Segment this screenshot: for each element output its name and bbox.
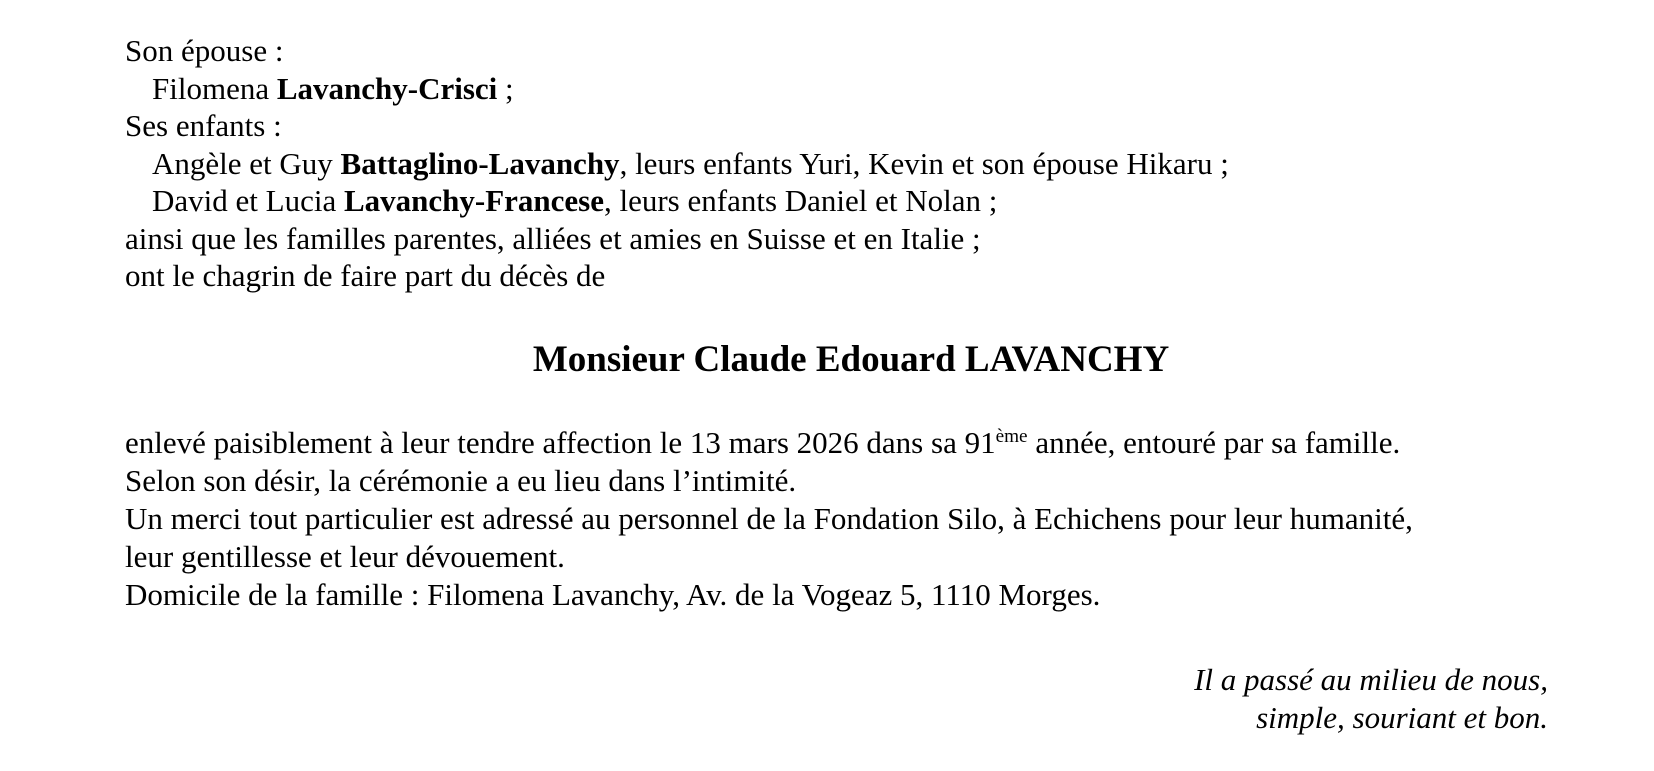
child1-surname: Battaglino-Lavanchy — [340, 145, 620, 181]
families-line: ainsi que les familles parentes, alliées et amies en Suisse et en Italie ; — [125, 220, 981, 256]
spouse-name-line — [125, 70, 1564, 108]
death-line — [125, 424, 1564, 462]
details-block — [125, 424, 1564, 614]
epitaph-line-2: simple, souriant et bon. — [1256, 700, 1548, 735]
announcement-line: ont le chagrin de faire part du décès de — [125, 258, 606, 293]
ceremony-line: Selon son désir, la cérémonie a eu lieu dans l’intimité. — [125, 463, 797, 498]
family-intro-block — [125, 32, 1564, 295]
spouse-name-pre: Filomena — [152, 70, 277, 106]
child1-post: , leurs enfants Yuri, Kevin et son épouse Hikaru ; — [619, 145, 1229, 181]
death-line-pre: enlevé paisiblement à leur tendre affection le 13 mars 2026 dans sa 91 — [125, 425, 996, 460]
children-label: Ses enfants : — [125, 108, 282, 143]
deceased-name-title: Monsieur Claude Edouard LAVANCHY — [532, 339, 1170, 380]
child2-post: , leurs enfants Daniel et Nolan ; — [603, 183, 998, 218]
thanks-line-1: Un merci tout particulier est adressé au personnel de la Fondation Silo, à Echichens pour leur humanité, — [125, 501, 1413, 536]
epitaph-block — [1194, 661, 1548, 737]
spouse-label: Son épouse : — [125, 33, 284, 68]
death-line-post: année, entouré par sa famille. — [1027, 425, 1401, 460]
family-address-line: Domicile de la famille : Filomena Lavanchy, Av. de la Vogeaz 5, 1110 Morges. — [125, 577, 1101, 612]
child1-line — [125, 145, 1564, 183]
epitaph-line-1: Il a passé au milieu de nous, — [1194, 662, 1548, 697]
spouse-name-post: ; — [497, 70, 514, 106]
child2-pre: David et Lucia — [152, 183, 344, 218]
thanks-line-2: leur gentillesse et leur dévouement. — [125, 539, 565, 574]
spouse-surname: Lavanchy-Crisci — [276, 70, 498, 106]
child1-pre: Angèle et Guy — [152, 145, 341, 181]
ordinal-superscript: ème — [995, 426, 1028, 448]
child2-surname: Lavanchy-Francese — [343, 183, 604, 218]
child2-line — [125, 182, 1564, 220]
